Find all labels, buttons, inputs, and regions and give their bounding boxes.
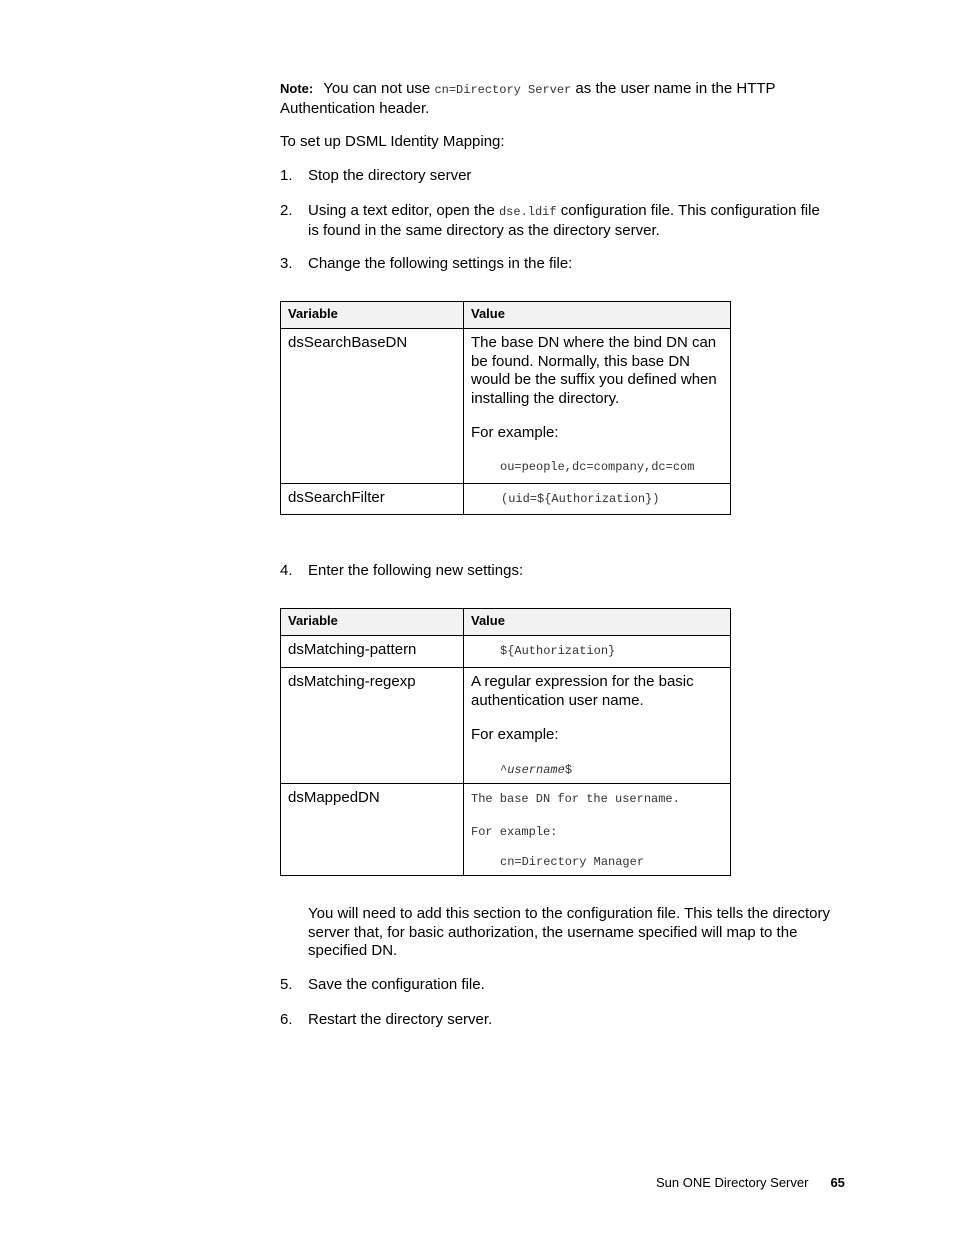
value-cell bbox=[464, 636, 731, 668]
step-number: 5. bbox=[280, 976, 293, 993]
footer-title: Sun ONE Directory Server bbox=[656, 1175, 809, 1190]
note-label: Note: bbox=[280, 81, 314, 96]
step-text: Change the following settings in the file: bbox=[308, 255, 573, 272]
variable-cell: dsMatching-pattern bbox=[281, 636, 464, 668]
step-text: Stop the directory server bbox=[308, 167, 472, 184]
header-variable: Variable bbox=[281, 609, 464, 636]
settings-table-1 bbox=[280, 301, 731, 515]
table-row bbox=[281, 329, 731, 484]
table-header-row bbox=[281, 302, 731, 329]
variable-cell: dsMappedDN bbox=[281, 784, 464, 876]
value-code: (uid=${Authorization}) bbox=[501, 492, 660, 506]
file-code: dse.ldif bbox=[498, 205, 557, 219]
settings-table-2 bbox=[280, 608, 731, 876]
intro-text: To set up DSML Identity Mapping: bbox=[280, 133, 505, 150]
step-number: 3. bbox=[280, 255, 293, 272]
variable-cell: dsSearchBaseDN bbox=[281, 329, 464, 484]
step-text: Using a text editor, open the dse.ldif configuration file. This configuration file is found in the same directory as the directory server. bbox=[308, 202, 820, 239]
value-cell: The base DN for the username. For example: cn=Directory Manager bbox=[464, 784, 731, 876]
example-code: ^username$ bbox=[500, 762, 573, 777]
example-code: ou=people,dc=company,dc=com bbox=[500, 459, 695, 474]
step-text: Enter the following new settings: bbox=[308, 562, 524, 579]
note: Note: You can not use cn=Directory Server as the user name in the HTTP Authentication header. bbox=[280, 80, 776, 117]
table-row bbox=[281, 668, 731, 784]
step-number: 1. bbox=[280, 167, 293, 184]
step-text: Save the configuration file. bbox=[308, 976, 485, 993]
step-text: Restart the directory server. bbox=[308, 1011, 493, 1028]
page-number: 65 bbox=[830, 1175, 845, 1190]
header-value: Value bbox=[464, 302, 731, 329]
value-code: ${Authorization} bbox=[500, 644, 616, 658]
note-code: cn=Directory Server bbox=[434, 83, 572, 97]
table-header-row bbox=[281, 609, 731, 636]
page-footer bbox=[656, 1175, 845, 1190]
step-number: 4. bbox=[280, 562, 293, 579]
step-number: 6. bbox=[280, 1011, 293, 1028]
value-cell: A regular expression for the basic authentication user name. For example: ^username$ bbox=[464, 668, 731, 784]
step-number: 2. bbox=[280, 202, 293, 219]
header-value: Value bbox=[464, 609, 731, 636]
value-cell: The base DN where the bind DN can be found. Normally, this base DN would be the suffix you defined when installing the directory. For example: ou=people,dc=company,dc=com bbox=[464, 329, 731, 484]
value-cell bbox=[464, 484, 731, 515]
variable-cell: dsMatching-regexp bbox=[281, 668, 464, 784]
table-row bbox=[281, 636, 731, 668]
example-code: cn=Directory Manager bbox=[500, 855, 645, 869]
table-row bbox=[281, 784, 731, 876]
variable-cell: dsSearchFilter bbox=[281, 484, 464, 515]
table-row bbox=[281, 484, 731, 515]
header-variable: Variable bbox=[281, 302, 464, 329]
explanation-paragraph: You will need to add this section to the configuration file. This tells the directory server that, for basic authorization, the username specified will map to the specified DN. bbox=[308, 905, 830, 959]
